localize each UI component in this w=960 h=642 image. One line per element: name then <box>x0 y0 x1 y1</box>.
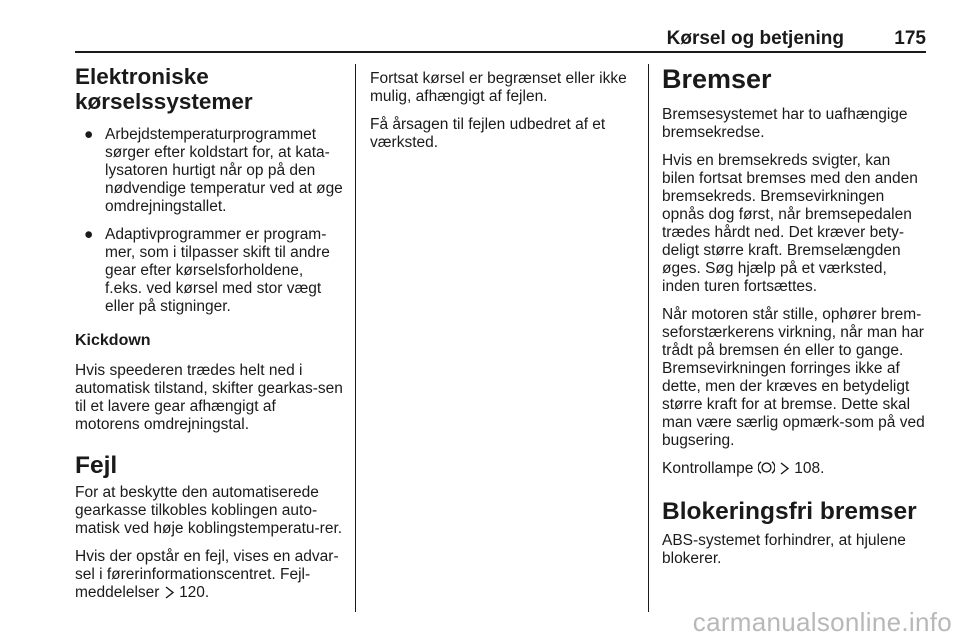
page-header <box>75 26 926 53</box>
feature-list <box>75 126 343 316</box>
brakes-paragraph-2: Hvis en bremsekreds svigter, kan bilen fortsat bremses med den anden bremsekreds. Bremsevirkningen opnås dog først, når bremsepedalen trædes hårdt ned. Det kræver bety-deligt større kraft. Bremselængden øges. Søg hjælp på et værksted, inden turen fortsættes. <box>662 152 918 295</box>
bullet-icon: ● <box>84 126 94 143</box>
column2-paragraph-1: Fortsat kørsel er begrænset eller ikke mulig, afhængigt af fejlen. <box>370 70 627 105</box>
column-divider-2 <box>648 64 649 612</box>
heading-bremser: Bremser <box>662 64 772 94</box>
heading-fejl: Fejl <box>75 452 118 479</box>
column-1 <box>75 64 343 612</box>
abs-paragraph: ABS-systemet forhindrer, at hjulene blokerer. <box>662 532 906 567</box>
heading-abs: Blokeringsfri bremser <box>662 498 917 525</box>
page-reference-icon <box>779 462 790 475</box>
brakes-paragraph-1: Bremsesystemet har to uafhængige bremsekredse. <box>662 106 908 141</box>
section-title: Kørsel og betjening <box>666 28 844 49</box>
reference-link[interactable]: 108. <box>794 460 825 477</box>
list-item: ● Arbejdstemperaturprogrammet sørger efter koldstart for, at kata-lysatoren hurtigt når op på den nødvendige temperatur ved at øge omdrejningstallet. <box>84 126 343 215</box>
brakes-paragraph-3: Når motoren står stille, ophører brem-seforstærkerens virkning, når man har trådt på bremsen én eller to gange. Bremsevirkningen forringes ikke af dette, men der kræves en betydeligt større kraft for at bremse. Dette skal man være særlig opmærk-som på ved bugsering. <box>662 306 925 449</box>
page-reference-icon <box>164 586 175 599</box>
page-number: 175 <box>894 28 926 49</box>
heading-electronic-systems: Elektroniske kørselssystemer <box>75 64 253 114</box>
bullet-icon: ● <box>84 226 94 243</box>
heading-kickdown: Kickdown <box>75 332 151 349</box>
kickdown-paragraph: Hvis speederen trædes helt ned i automatisk tilstand, skifter gearkas-sen til et lavere gear afhængigt af motorens omdrejningstal. <box>75 362 343 433</box>
column-2 <box>370 70 636 162</box>
column-3 <box>662 64 926 578</box>
column-divider-1 <box>355 64 356 612</box>
column2-paragraph-2: Få årsagen til fejlen udbedret af et værksted. <box>370 116 606 151</box>
reference-link[interactable]: 120. <box>179 584 210 601</box>
brake-warning-lamp-icon <box>758 460 775 475</box>
warning-lamp-paragraph: Kontrollampe 108. <box>662 460 825 477</box>
fejl-paragraph-2: Hvis der opstår en fejl, vises en advar-sel i førerinformationscentret. Fejl-meddelelser 120. <box>75 548 339 601</box>
list-item: ● Adaptivprogrammer er program-mer, som i tilpasser skift til andre gear efter kørselsforholdene, f.eks. ved kørsel med stor vægt eller på stigninger. <box>84 226 330 315</box>
fejl-paragraph-1: For at beskytte den automatiserede gearkasse tilkobles koblingen auto-matisk ved høje koblingstemperatu-rer. <box>75 484 343 537</box>
watermark: carmanualsonline.info <box>692 607 952 637</box>
